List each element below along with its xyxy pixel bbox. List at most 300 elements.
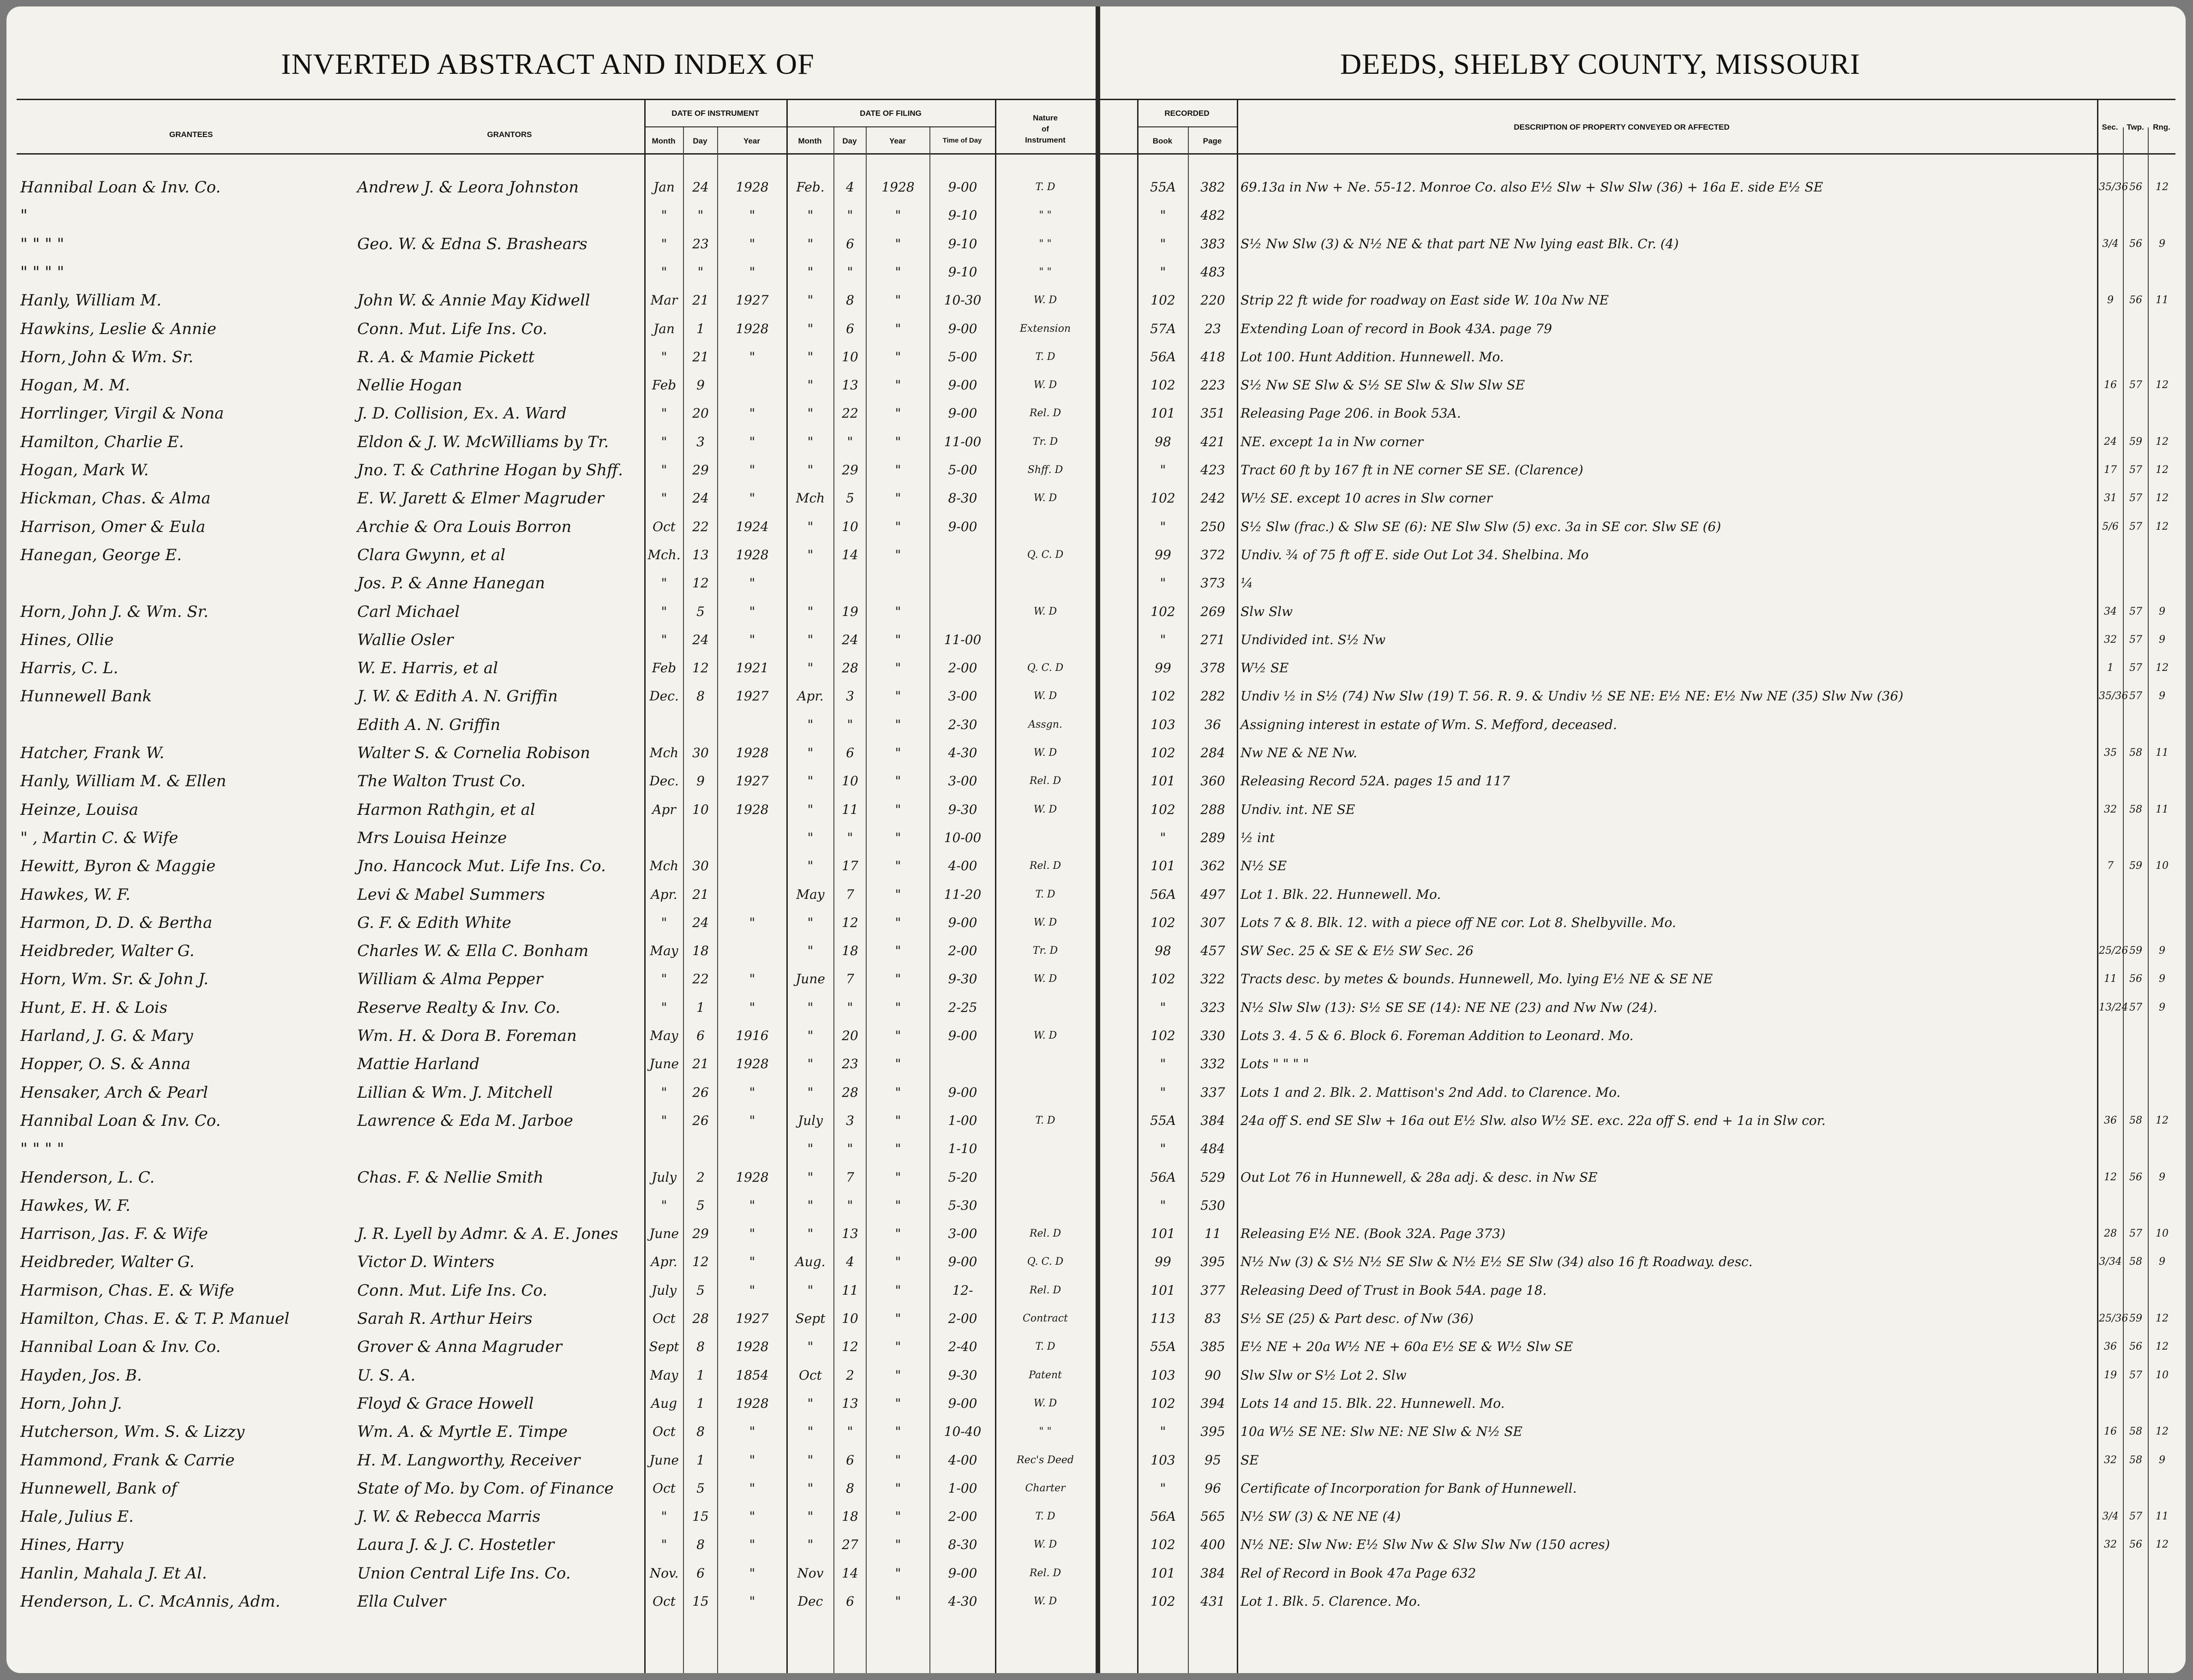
description-cell: Undiv. int. NE SE (1240, 801, 1355, 817)
ledger-row (1100, 658, 2186, 686)
instrument-day-cell: 29 (692, 1226, 709, 1242)
grantor-cell: Conn. Mut. Life Ins. Co. (357, 319, 547, 338)
ledger-row (1100, 998, 2186, 1025)
nature-of-instrument-cell: " " (1039, 266, 1052, 278)
page-cell: 423 (1200, 462, 1225, 478)
page-cell: 372 (1200, 547, 1225, 562)
grantor-cell: Jno. Hancock Mut. Life Ins. Co. (357, 857, 606, 876)
instrument-day-cell: 13 (692, 547, 709, 562)
ledger-row (1100, 913, 2186, 940)
time-of-day-cell: 2-00 (948, 660, 977, 676)
nature-of-instrument-cell: T. D (1035, 1511, 1055, 1523)
instrument-day-cell: 12 (692, 575, 709, 591)
ledger-row (1100, 1309, 2186, 1336)
filing-day-cell: 23 (842, 1056, 858, 1072)
page-cell: 36 (1204, 717, 1221, 732)
col-header-book: Book (1152, 137, 1173, 145)
ledger-row (6, 658, 1096, 686)
instrument-month-cell: " (661, 236, 667, 251)
instrument-year-cell: 1928 (736, 179, 769, 195)
instrument-day-cell: 30 (692, 858, 709, 874)
instrument-day-cell: 18 (692, 943, 709, 959)
sec-cell: 16 (2104, 379, 2117, 391)
grantee-cell: Horn, John & Wm. Sr. (20, 347, 194, 366)
ledger-row (1100, 347, 2186, 375)
ledger-row (1100, 771, 2186, 799)
sec-cell: 24 (2104, 436, 2117, 448)
instrument-month-cell: Jan (653, 321, 675, 336)
filing-day-cell: 8 (846, 1480, 854, 1496)
sec-cell: 1 (2107, 662, 2114, 674)
sec-cell: 12 (2104, 1171, 2117, 1183)
grantee-cell: Hawkes, W. F. (20, 885, 131, 904)
ledger-row (1100, 488, 2186, 516)
book-cell: 102 (1150, 971, 1175, 987)
page-cell: 421 (1200, 434, 1225, 449)
filing-month-cell: " (807, 717, 814, 732)
rng-cell: 12 (2156, 1313, 2169, 1324)
filing-month-cell: " (807, 377, 814, 393)
page-cell: 307 (1200, 915, 1225, 930)
col-header-nature-of: of (1041, 125, 1049, 133)
description-cell: W½ SE (1240, 660, 1289, 676)
instrument-month-cell: " (661, 1112, 667, 1128)
rng-cell: 12 (2156, 1114, 2169, 1126)
description-cell: 69.13a in Nw + Ne. 55-12. Monroe Co. also E½ Slw + Slw Slw (36) + 16a E. side E½ SE (1240, 179, 1823, 195)
page-cell: 90 (1204, 1367, 1221, 1383)
nature-of-instrument-cell: " " (1039, 209, 1052, 221)
description-cell: E½ NE + 20a W½ NE + 60a E½ SE & W½ Slw SE (1240, 1339, 1573, 1355)
ledger-row (1100, 715, 2186, 742)
header-top-rule (17, 99, 1096, 100)
twp-cell: 57 (2129, 690, 2142, 702)
filing-month-cell: Mch (796, 490, 825, 506)
description-cell: ¼ (1240, 575, 1253, 591)
time-of-day-cell: 1-10 (948, 1141, 977, 1157)
description-cell: Lot 100. Hunt Addition. Hunnewell. Mo. (1240, 349, 1504, 365)
nature-of-instrument-cell: W. D (1033, 803, 1057, 815)
filing-day-cell: " (847, 264, 853, 280)
description-cell: Rel of Record in Book 47a Page 632 (1240, 1565, 1476, 1581)
grantor-cell: Clara Gwynn, et al (357, 545, 506, 564)
description-cell: Certificate of Incorporation for Bank of Hunnewell. (1240, 1480, 1577, 1496)
instrument-month-cell: Oct (653, 1311, 676, 1326)
instrument-month-cell: Mar (650, 293, 678, 308)
filing-day-cell: 18 (842, 943, 858, 959)
grantee-cell: Hunt, E. H. & Lois (20, 998, 168, 1017)
time-of-day-cell: 11-00 (944, 434, 982, 449)
time-of-day-cell: 8-30 (948, 490, 977, 506)
description-cell: S½ SE (25) & Part desc. of Nw (36) (1240, 1311, 1474, 1326)
rng-cell: 9 (2159, 605, 2165, 617)
grantee-cell: Hogan, Mark W. (20, 461, 149, 479)
description-cell: S½ Nw Slw (3) & N½ NE & that part NE Nw lying east Blk. Cr. (4) (1240, 236, 1679, 251)
filing-year-cell: " (895, 971, 901, 987)
book-cell: 113 (1150, 1311, 1175, 1326)
ledger-row (6, 517, 1096, 544)
nature-of-instrument-cell: Rel. D (1029, 407, 1061, 419)
filing-day-cell: 7 (846, 1169, 854, 1185)
ledger-row (1100, 573, 2186, 601)
filing-day-cell: 10 (842, 773, 858, 789)
nature-of-instrument-cell: Charter (1025, 1482, 1066, 1494)
book-cell: 55A (1150, 179, 1176, 195)
filing-year-cell: " (895, 943, 901, 959)
filing-month-cell: Nov (797, 1565, 824, 1581)
instrument-year-cell: " (749, 1594, 755, 1609)
ledger-row (6, 290, 1096, 318)
filing-year-cell: " (895, 1169, 901, 1185)
description-cell: N½ Nw (3) & S½ N½ SE Slw & N½ E½ SE Slw (34) also 16 ft Roadway. desc. (1240, 1254, 1753, 1270)
nature-of-instrument-cell: Shff. D (1027, 464, 1063, 476)
instrument-day-cell: 1 (696, 999, 705, 1015)
left-page (6, 6, 1096, 1673)
nature-of-instrument-cell: Contract (1023, 1313, 1068, 1324)
book-cell: 99 (1155, 547, 1171, 562)
filing-year-cell: " (895, 1594, 901, 1609)
grantor-cell: Wm. A. & Myrtle E. Timpe (357, 1423, 568, 1441)
grantor-cell: Andrew J. & Leora Johnston (357, 178, 579, 197)
ledger-row (1100, 1139, 2186, 1166)
grantor-cell: Mrs Louisa Heinze (357, 828, 507, 847)
grantor-cell: H. M. Langworthy, Receiver (357, 1451, 581, 1470)
grantor-cell: R. A. & Mamie Pickett (357, 347, 535, 366)
ledger-row (6, 488, 1096, 516)
instrument-day-cell: 8 (696, 1339, 705, 1355)
grantee-cell: Hanly, William M. & Ellen (20, 772, 227, 791)
filing-month-cell: " (807, 349, 814, 365)
instrument-year-cell: " (749, 490, 755, 506)
filing-month-cell: " (807, 632, 814, 647)
instrument-month-cell: Oct (653, 1424, 676, 1440)
rng-cell: 10 (2156, 1228, 2169, 1240)
filing-day-cell: " (847, 1141, 853, 1157)
instrument-month-cell: " (661, 349, 667, 365)
ledger-row (1100, 1054, 2186, 1082)
grantor-cell: State of Mo. by Com. of Finance (357, 1479, 614, 1498)
ledger-row (6, 630, 1096, 658)
twp-cell: 57 (2129, 1369, 2142, 1381)
filing-month-cell: May (796, 886, 825, 902)
page-cell: 95 (1204, 1452, 1221, 1468)
ledger-row (6, 347, 1096, 375)
col-header-time-of-day: Time of Day (942, 137, 982, 144)
ledger-row (6, 1365, 1096, 1393)
sec-cell: 13/24 (2099, 1001, 2128, 1013)
nature-of-instrument-cell: W. D (1033, 690, 1057, 702)
rng-cell: 9 (2159, 1001, 2165, 1013)
book-cell: 102 (1150, 490, 1175, 506)
filing-month-cell: Oct (799, 1367, 822, 1383)
time-of-day-cell: 2-30 (948, 717, 977, 732)
date-subheader-rule (644, 126, 995, 127)
filing-month-cell: " (807, 1197, 814, 1213)
page-cell: 11 (1204, 1226, 1221, 1242)
twp-cell: 58 (2129, 1114, 2142, 1126)
ledger-row (1100, 1082, 2186, 1110)
nature-of-instrument-cell: Rel. D (1029, 1228, 1061, 1240)
filing-year-cell: " (895, 519, 901, 534)
book-cell: 101 (1150, 1226, 1175, 1242)
nature-of-instrument-cell: Q. C. D (1027, 1256, 1064, 1268)
sec-cell: 32 (2104, 803, 2117, 815)
instrument-year-cell: " (749, 1112, 755, 1128)
col-header-grantors: GRANTORS (487, 130, 532, 139)
time-of-day-cell: 5-20 (948, 1169, 977, 1185)
filing-day-cell: 8 (846, 293, 854, 308)
instrument-month-cell: May (650, 1028, 678, 1043)
filing-day-cell: 6 (846, 321, 854, 336)
ledger-row (1100, 1111, 2186, 1138)
instrument-day-cell: 5 (696, 1282, 705, 1298)
header-bottom-rule (1100, 153, 2175, 155)
instrument-year-cell: " (749, 1509, 755, 1525)
ledger-row (1100, 969, 2186, 997)
book-cell: 98 (1155, 943, 1171, 959)
page-cell: 269 (1200, 604, 1225, 619)
filing-year-cell: " (895, 547, 901, 562)
time-of-day-cell: 11-00 (944, 632, 982, 647)
filing-year-cell: " (895, 1509, 901, 1525)
instrument-day-cell: 26 (692, 1112, 709, 1128)
instrument-month-cell: " (661, 462, 667, 478)
grantee-cell: Horn, John J. & Wm. Sr. (20, 602, 209, 621)
instrument-month-cell: Aug (651, 1395, 677, 1411)
book-cell: 56A (1150, 1509, 1176, 1525)
filing-month-cell: " (807, 321, 814, 336)
col-header-instrument: Instrument (1025, 136, 1066, 144)
ledger-row (1100, 1450, 2186, 1478)
rng-cell: 11 (2156, 747, 2169, 759)
nature-of-instrument-cell: W. D (1033, 1397, 1057, 1409)
instrument-day-cell: 8 (696, 688, 705, 704)
instrument-month-cell: May (650, 1367, 678, 1383)
ledger-row (1100, 234, 2186, 262)
instrument-day-cell: 21 (692, 886, 709, 902)
filing-year-cell: " (895, 377, 901, 393)
filing-year-cell: 1928 (881, 179, 915, 195)
ledger-row (6, 686, 1096, 714)
filing-day-cell: 12 (842, 915, 858, 930)
book-cell: 101 (1150, 858, 1175, 874)
twp-cell: 57 (2129, 1228, 2142, 1240)
grantor-cell: Walter S. & Cornelia Robison (357, 744, 590, 762)
grantor-cell: Chas. F. & Nellie Smith (357, 1168, 544, 1187)
filing-month-cell: " (807, 1282, 814, 1298)
ledger-row (6, 375, 1096, 403)
col-header-grantees: GRANTEES (169, 130, 213, 139)
description-cell: SW Sec. 25 & SE & E½ SW Sec. 26 (1240, 943, 1474, 959)
filing-day-cell: " (847, 1424, 853, 1440)
book-cell: " (1160, 236, 1166, 251)
filing-year-cell: " (895, 915, 901, 930)
grantor-cell: W. E. Harris, et al (357, 659, 498, 678)
ledger-row (1100, 1196, 2186, 1223)
instrument-day-cell: 28 (692, 1311, 709, 1326)
ledger-row (6, 1082, 1096, 1110)
instrument-month-cell: " (661, 1509, 667, 1525)
filing-month-cell: " (807, 830, 814, 845)
twp-cell: 57 (2129, 464, 2142, 476)
ledger-row (6, 432, 1096, 460)
description-cell: Undiv. ¾ of 75 ft off E. side Out Lot 34. Shelbina. Mo (1240, 547, 1589, 562)
filing-year-cell: " (895, 1367, 901, 1383)
page-cell: 330 (1200, 1028, 1225, 1043)
filing-month-cell: " (807, 1509, 814, 1525)
filing-year-cell: " (895, 434, 901, 449)
time-of-day-cell: 9-00 (948, 377, 977, 393)
description-cell: 10a W½ SE NE: Slw NE: NE Slw & N½ SE (1240, 1424, 1522, 1440)
instrument-day-cell: 12 (692, 1254, 709, 1270)
col-header-date-of-instrument: DATE OF INSTRUMENT (671, 109, 759, 118)
filing-month-cell: Aug. (795, 1254, 826, 1270)
filing-day-cell: " (847, 999, 853, 1015)
filing-year-cell: " (895, 1537, 901, 1553)
grantee-cell: Hutcherson, Wm. S. & Lizzy (20, 1423, 245, 1441)
nature-of-instrument-cell: W. D (1033, 747, 1057, 759)
description-cell: Lot 1. Blk. 22. Hunnewell. Mo. (1240, 886, 1441, 902)
filing-year-cell: " (895, 1282, 901, 1298)
description-cell: Releasing Page 206. in Book 53A. (1240, 406, 1461, 421)
ledger-row (6, 913, 1096, 940)
instrument-day-cell: " (697, 264, 704, 280)
page-cell: 400 (1200, 1537, 1225, 1553)
page-cell: 284 (1200, 745, 1225, 760)
twp-cell: 56 (2129, 1171, 2142, 1183)
instrument-year-cell: 1928 (736, 1395, 769, 1411)
book-cell: 56A (1150, 349, 1176, 365)
instrument-month-cell: " (661, 490, 667, 506)
book-cell: " (1160, 1084, 1166, 1100)
rng-cell: 9 (2159, 1256, 2165, 1268)
sec-cell: 25/26 (2099, 945, 2128, 957)
time-of-day-cell: 9-00 (948, 1028, 977, 1043)
instrument-day-cell: 5 (696, 604, 705, 619)
ledger-row (1100, 1026, 2186, 1053)
ledger-row (1100, 205, 2186, 233)
filing-day-cell: 5 (846, 490, 854, 506)
grantor-cell: Lillian & Wm. J. Mitchell (357, 1083, 553, 1102)
time-of-day-cell: 9-10 (948, 264, 977, 280)
instrument-year-cell: " (749, 575, 755, 591)
nature-of-instrument-cell: Tr. D (1032, 945, 1058, 957)
grantee-cell: Hannibal Loan & Inv. Co. (20, 1338, 221, 1357)
instrument-month-cell: " (661, 915, 667, 930)
grantee-cell: Harland, J. G. & Mary (20, 1027, 193, 1045)
nature-of-instrument-cell: Rel. D (1029, 775, 1061, 787)
time-of-day-cell: 2-00 (948, 1311, 977, 1326)
filing-day-cell: 27 (842, 1537, 858, 1553)
filing-month-cell: " (807, 208, 814, 223)
filing-day-cell: 3 (846, 688, 854, 704)
time-of-day-cell: 2-25 (948, 999, 977, 1015)
filing-month-cell: " (807, 293, 814, 308)
grantee-cell: Harrison, Jas. F. & Wife (20, 1225, 208, 1244)
rng-cell: 12 (2156, 1426, 2169, 1438)
book-cell: 103 (1150, 1452, 1175, 1468)
grantor-cell: J. W. & Edith A. N. Griffin (357, 687, 558, 706)
twp-cell: 57 (2129, 605, 2142, 617)
book-cell: " (1160, 1141, 1166, 1157)
page-cell: 337 (1200, 1084, 1225, 1100)
ledger-row (1100, 856, 2186, 884)
filing-month-cell: " (807, 462, 814, 478)
twp-cell: 57 (2129, 1001, 2142, 1013)
grantee-cell: " (20, 206, 28, 225)
page-cell: 250 (1200, 519, 1225, 534)
filing-day-cell: 11 (842, 801, 858, 817)
filing-month-cell: " (807, 999, 814, 1015)
ledger-row (1100, 517, 2186, 544)
sec-cell: 9 (2107, 294, 2114, 306)
filing-year-cell: " (895, 1311, 901, 1326)
rng-cell: 12 (2156, 181, 2169, 193)
filing-month-cell: " (807, 1169, 814, 1185)
ledger-row (6, 1167, 1096, 1195)
grantor-cell: Conn. Mut. Life Ins. Co. (357, 1281, 547, 1300)
ledger-row (1100, 743, 2186, 771)
ledger-row (1100, 177, 2186, 205)
page-cell: 83 (1204, 1311, 1221, 1326)
time-of-day-cell: 3-00 (948, 1226, 977, 1242)
ledger-row (6, 969, 1096, 997)
book-cell: " (1160, 575, 1166, 591)
book-cell: 101 (1150, 406, 1175, 421)
grantee-cell: Horn, Wm. Sr. & John J. (20, 970, 209, 989)
instrument-year-cell: " (749, 604, 755, 619)
ledger-row (1100, 262, 2186, 290)
description-cell: Lots " " " " (1240, 1056, 1309, 1072)
nature-of-instrument-cell: " " (1039, 1426, 1052, 1438)
time-of-day-cell: 4-00 (948, 858, 977, 874)
ledger-row (6, 1535, 1096, 1562)
instrument-month-cell: Dec. (649, 688, 679, 704)
instrument-day-cell: 29 (692, 462, 709, 478)
ledger-row (6, 1450, 1096, 1478)
grantor-cell: Sarah R. Arthur Heirs (357, 1309, 533, 1328)
ledger-row (1100, 1280, 2186, 1308)
instrument-month-cell: July (651, 1282, 677, 1298)
ledger-row (1100, 1535, 2186, 1562)
nature-of-instrument-cell: Assgn. (1028, 718, 1062, 730)
grantee-cell: Hines, Harry (20, 1536, 124, 1554)
instrument-year-cell: 1928 (736, 745, 769, 760)
page-cell: 383 (1200, 236, 1225, 251)
rng-cell: 12 (2156, 492, 2169, 504)
filing-year-cell: " (895, 773, 901, 789)
filing-year-cell: " (895, 886, 901, 902)
time-of-day-cell: 2-00 (948, 1509, 977, 1525)
instrument-day-cell: 12 (692, 660, 709, 676)
filing-month-cell: " (807, 1028, 814, 1043)
instrument-month-cell: May (650, 943, 678, 959)
instrument-day-cell: 21 (692, 1056, 709, 1072)
nature-of-instrument-cell: Tr. D (1032, 436, 1058, 448)
filing-month-cell: " (807, 801, 814, 817)
instrument-day-cell: 24 (692, 915, 709, 930)
instrument-month-cell: Feb (652, 660, 677, 676)
sec-cell: 3/34 (2099, 1256, 2122, 1268)
time-of-day-cell: 4-30 (948, 1594, 977, 1609)
time-of-day-cell: 3-00 (948, 773, 977, 789)
book-cell: 102 (1150, 745, 1175, 760)
filing-year-cell: " (895, 1112, 901, 1128)
filing-month-cell: " (807, 858, 814, 874)
filing-year-cell: " (895, 1141, 901, 1157)
ledger-row (6, 1507, 1096, 1534)
page-cell: 289 (1200, 830, 1225, 845)
rng-cell: 9 (2159, 690, 2165, 702)
